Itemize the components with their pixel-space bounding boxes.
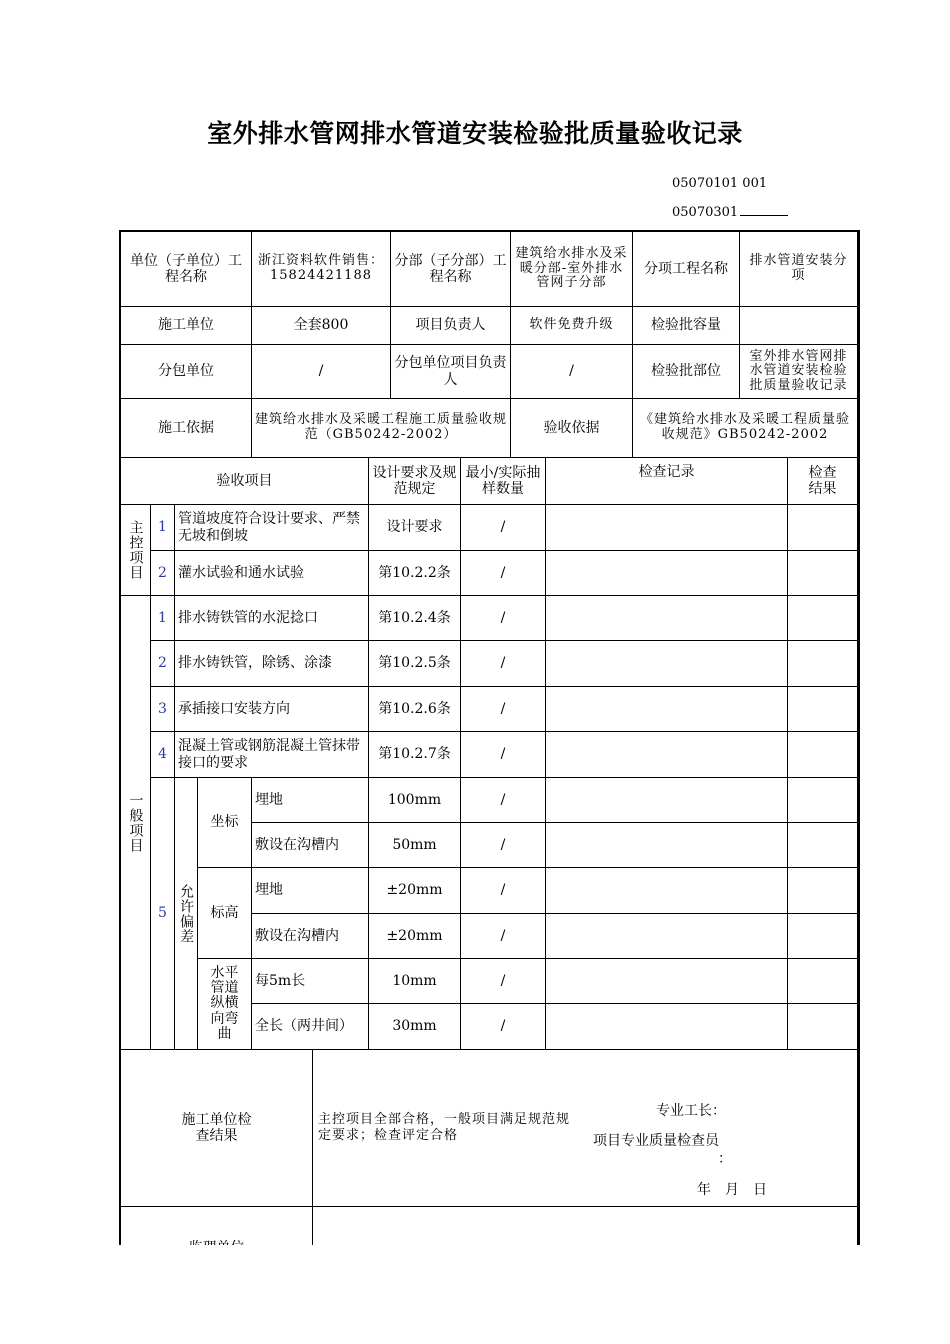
deviation-row-sample: / (461, 1004, 546, 1050)
deviation-row-record (546, 1004, 788, 1050)
main-item-spec: 设计要求 (369, 505, 461, 551)
general-item-result (788, 641, 858, 687)
deviation-row-sample: / (461, 778, 546, 823)
division-label: 分部（子分部）工程名称 (391, 232, 511, 307)
main-item-name: 灌水试验和通水试验 (175, 551, 369, 596)
page-title: 室外排水管网排水管道安装检验批质量验收记录 (207, 119, 743, 148)
deviation-row-spec: 50mm (369, 823, 461, 868)
general-item-sample: / (461, 596, 546, 641)
capacity-value (740, 307, 858, 345)
construction-value: 全套800 (252, 307, 391, 345)
general-item-no: 4 (151, 732, 175, 778)
deviation-row-spec: ±20mm (369, 868, 461, 914)
general-item-result (788, 687, 858, 732)
main-item-spec: 第10.2.2条 (369, 551, 461, 596)
subcontract-label: 分包单位 (121, 345, 252, 399)
deviation-row-record (546, 914, 788, 959)
col-record: 检查记录 (546, 458, 788, 505)
pm-value: 软件免费升级 (511, 307, 633, 345)
col-sample: 最小/实际抽样数量 (461, 458, 546, 505)
general-item-sample: / (461, 641, 546, 687)
deviation-row-result (788, 778, 858, 823)
general-item-no: 1 (151, 596, 175, 641)
deviation-row-result (788, 868, 858, 914)
general-item-sample: / (461, 687, 546, 732)
deviation-row-spec: 100mm (369, 778, 461, 823)
deviation-row-record (546, 823, 788, 868)
deviation-row-sample: / (461, 868, 546, 914)
construction-label: 施工单位 (121, 307, 252, 345)
main-item-result (788, 505, 858, 551)
col-result: 检查结果 (788, 458, 858, 505)
code-underline (740, 205, 788, 216)
inspector-label: 项目专业质量检查员 (593, 1133, 719, 1149)
sub-pm-value: / (511, 345, 633, 399)
main-item-name: 管道坡度符合设计要求、严禁无坡和倒坡 (175, 505, 369, 551)
general-item-name: 排水铸铁管，除锈、涂漆 (175, 641, 369, 687)
general-item-record (546, 641, 788, 687)
general-item-no: 3 (151, 687, 175, 732)
part-value: 室外排水管网排水管道安装检验批质量验收记录 (740, 345, 858, 399)
deviation-row-result (788, 914, 858, 959)
part-label: 检验批部位 (633, 345, 740, 399)
main-item-result (788, 551, 858, 596)
deviation-row-result (788, 823, 858, 868)
basis-label: 施工依据 (121, 399, 252, 458)
deviation-row-spec: ±20mm (369, 914, 461, 959)
general-item-result (788, 732, 858, 778)
general-group-label: 一般项目 (121, 596, 151, 1050)
deviation-row-name: 敷设在沟槽内 (252, 914, 369, 959)
capacity-label: 检验批容量 (633, 307, 740, 345)
form-code-1: 05070101 001 (672, 176, 768, 191)
sub-pm-label: 分包单位项目负责人 (391, 345, 511, 399)
general-item-no: 2 (151, 641, 175, 687)
general-item-name: 混凝土管或钢筋混凝土管抹带接口的要求 (175, 732, 369, 778)
deviation-row-name: 全长（两井间） (252, 1004, 369, 1050)
col-item: 验收项目 (121, 458, 369, 505)
subcontract-value: / (252, 345, 391, 399)
deviation-row-name: 每5m长 (252, 959, 369, 1004)
page-bottom-margin (0, 1245, 950, 1344)
general-item-result (788, 596, 858, 641)
deviation-row-spec: 30mm (369, 1004, 461, 1050)
deviation-row-name: 埋地 (252, 868, 369, 914)
main-item-record (546, 505, 788, 551)
col-spec: 设计要求及规范规定 (369, 458, 461, 505)
deviation-no: 5 (151, 778, 175, 1050)
accept-basis-label: 验收依据 (511, 399, 633, 458)
form-code-2 (672, 205, 788, 220)
main-item-no: 2 (151, 551, 175, 596)
general-item-spec: 第10.2.7条 (369, 732, 461, 778)
division-value: 建筑给水排水及采暖分部-室外排水管网子分部 (511, 232, 633, 307)
general-item-spec: 第10.2.4条 (369, 596, 461, 641)
main-item-record (546, 551, 788, 596)
general-item-record (546, 596, 788, 641)
general-item-record (546, 732, 788, 778)
accept-basis-value: 《建筑给水排水及采暖工程质量验收规范》GB50242-2002 (633, 399, 858, 458)
deviation-row-spec: 10mm (369, 959, 461, 1004)
general-item-name: 排水铸铁管的水泥捻口 (175, 596, 369, 641)
pm-label: 项目负责人 (391, 307, 511, 345)
construction-result-label: 施工单位检查结果 (121, 1050, 313, 1207)
deviation-row-record (546, 778, 788, 823)
deviation-row-record (546, 868, 788, 914)
main-item-no: 1 (151, 505, 175, 551)
subitem-label: 分项工程名称 (633, 232, 740, 307)
unit-label: 单位（子单位）工程名称 (121, 232, 252, 307)
deviation-row-result (788, 959, 858, 1004)
deviation-coord: 坐标 (198, 778, 252, 868)
main-item-sample: / (461, 551, 546, 596)
inspector-colon: ： (718, 1151, 732, 1167)
deviation-row-name: 埋地 (252, 778, 369, 823)
main-item-sample: / (461, 505, 546, 551)
deviation-row-sample: / (461, 914, 546, 959)
general-item-spec: 第10.2.6条 (369, 687, 461, 732)
deviation-pipe: 水平管道纵横向弯曲 (198, 959, 252, 1050)
general-item-sample: / (461, 732, 546, 778)
deviation-label: 允许偏差 (175, 778, 198, 1050)
subitem-value: 排水管道安装分项 (740, 232, 858, 307)
general-item-record (546, 687, 788, 732)
deviation-row-result (788, 1004, 858, 1050)
deviation-row-name: 敷设在沟槽内 (252, 823, 369, 868)
deviation-row-record (546, 959, 788, 1004)
foreman-label: 专业工长： (656, 1103, 726, 1119)
deviation-elev: 标高 (198, 868, 252, 959)
general-item-name: 承插接口安装方向 (175, 687, 369, 732)
main-group-label: 主控项目 (121, 505, 151, 596)
construction-result-text: 主控项目全部合格，一般项目满足规范规定要求；检查评定合格 (318, 1112, 571, 1143)
deviation-row-sample: / (461, 823, 546, 868)
date-label: 年 月 日 (697, 1182, 767, 1198)
unit-value: 浙江资料软件销售：15824421188 (252, 232, 391, 307)
deviation-row-sample: / (461, 959, 546, 1004)
form-code-2-value: 05070301 (672, 205, 739, 220)
general-item-spec: 第10.2.5条 (369, 641, 461, 687)
basis-value: 建筑给水排水及采暖工程施工质量验收规范（GB50242-2002） (252, 399, 511, 458)
